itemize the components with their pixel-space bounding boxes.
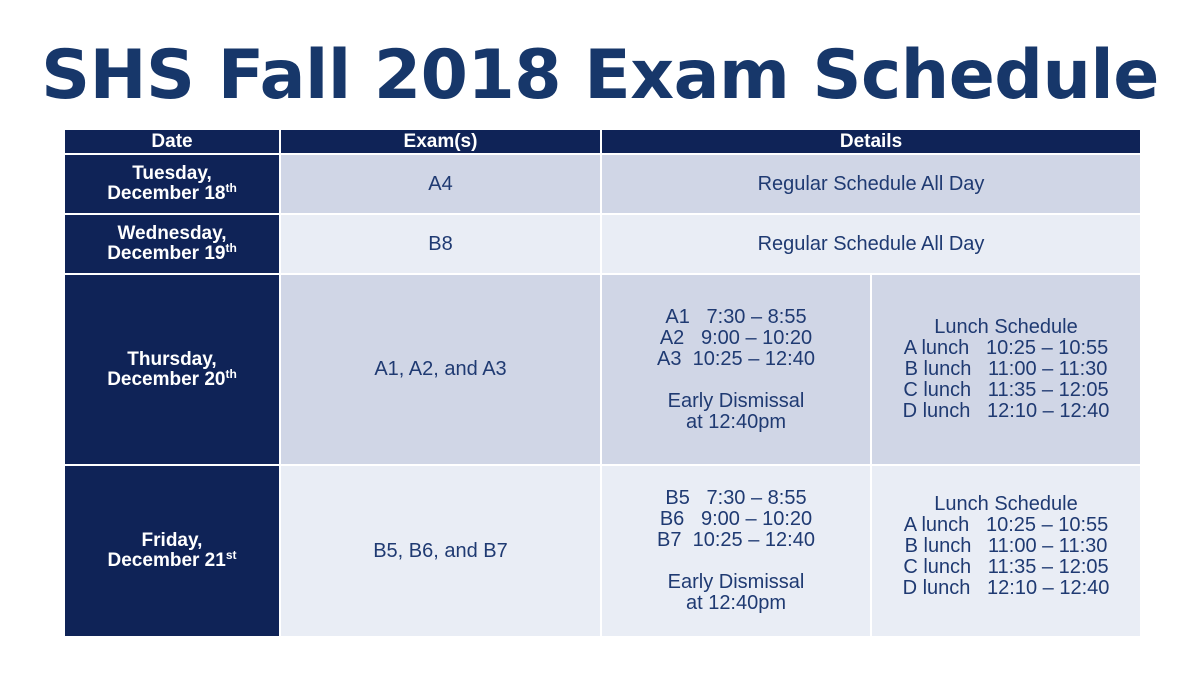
- date-cell: [64, 274, 280, 465]
- date-suffix: th: [225, 366, 237, 381]
- lunch-title: Lunch Schedule: [934, 316, 1078, 338]
- exams-cell: A1, A2, and A3: [280, 274, 601, 465]
- exam-times-cell: [601, 465, 871, 637]
- date-suffix: th: [225, 181, 237, 195]
- table-row: [64, 214, 1141, 274]
- lunch-line: A lunch 10:25 – 10:55: [903, 514, 1109, 536]
- table-row: [64, 465, 1141, 637]
- dismissal-line: Early Dismissal: [667, 571, 805, 593]
- exam-times-cell: [601, 274, 871, 465]
- exam-time-line: B5 7:30 – 8:55: [665, 487, 807, 509]
- date-suffix: th: [225, 241, 237, 255]
- lunch-line: B lunch 11:00 – 11:30: [904, 535, 1108, 557]
- lunch-line: B lunch 11:00 – 11:30: [904, 358, 1108, 380]
- exam-time-line: A2 9:00 – 10:20: [659, 326, 813, 349]
- date-label: December 21: [107, 550, 226, 571]
- day-label: Tuesday,: [132, 163, 212, 184]
- header-exams: Exam(s): [280, 129, 601, 154]
- lunch-line: A lunch 10:25 – 10:55: [903, 337, 1109, 359]
- date-label: December 20: [107, 368, 226, 390]
- dismissal-line: at 12:40pm: [685, 592, 787, 614]
- lunch-line: C lunch 11:35 – 12:05: [903, 379, 1109, 401]
- exams-cell: B5, B6, and B7: [280, 465, 601, 637]
- lunch-line: D lunch 12:10 – 12:40: [902, 400, 1110, 422]
- exam-time-line: A1 7:30 – 8:55: [665, 305, 807, 328]
- lunch-title: Lunch Schedule: [934, 493, 1078, 515]
- page-title: SHS Fall 2018 Exam Schedule: [41, 36, 1159, 115]
- lunch-line: D lunch 12:10 – 12:40: [902, 577, 1110, 599]
- date-cell: [64, 465, 280, 637]
- table-header-row: [64, 129, 1141, 154]
- exam-time-line: A3 10:25 – 12:40: [657, 347, 815, 370]
- dismissal-line: Early Dismissal: [667, 389, 805, 412]
- table-row: [64, 274, 1141, 465]
- exam-schedule-table: [63, 128, 1142, 638]
- date-label: December 18: [107, 183, 226, 204]
- header-details: Details: [601, 129, 1141, 154]
- day-label: Friday,: [141, 530, 203, 551]
- date-cell: [64, 214, 280, 274]
- details-cell: Regular Schedule All Day: [601, 154, 1141, 214]
- exam-time-line: B6 9:00 – 10:20: [659, 508, 813, 530]
- day-label: Wednesday,: [117, 223, 227, 244]
- lunch-schedule-cell: [871, 465, 1141, 637]
- lunch-schedule-cell: [871, 274, 1141, 465]
- header-date: Date: [64, 129, 280, 154]
- date-cell: [64, 154, 280, 214]
- date-suffix: st: [225, 548, 237, 562]
- table-row: [64, 154, 1141, 214]
- exam-time-line: B7 10:25 – 12:40: [657, 529, 815, 551]
- lunch-line: C lunch 11:35 – 12:05: [903, 556, 1109, 578]
- details-cell: Regular Schedule All Day: [601, 214, 1141, 274]
- dismissal-line: at 12:40pm: [685, 410, 787, 433]
- date-label: December 19: [107, 243, 226, 264]
- exams-cell: A4: [280, 154, 601, 214]
- exams-cell: B8: [280, 214, 601, 274]
- day-label: Thursday,: [127, 348, 217, 370]
